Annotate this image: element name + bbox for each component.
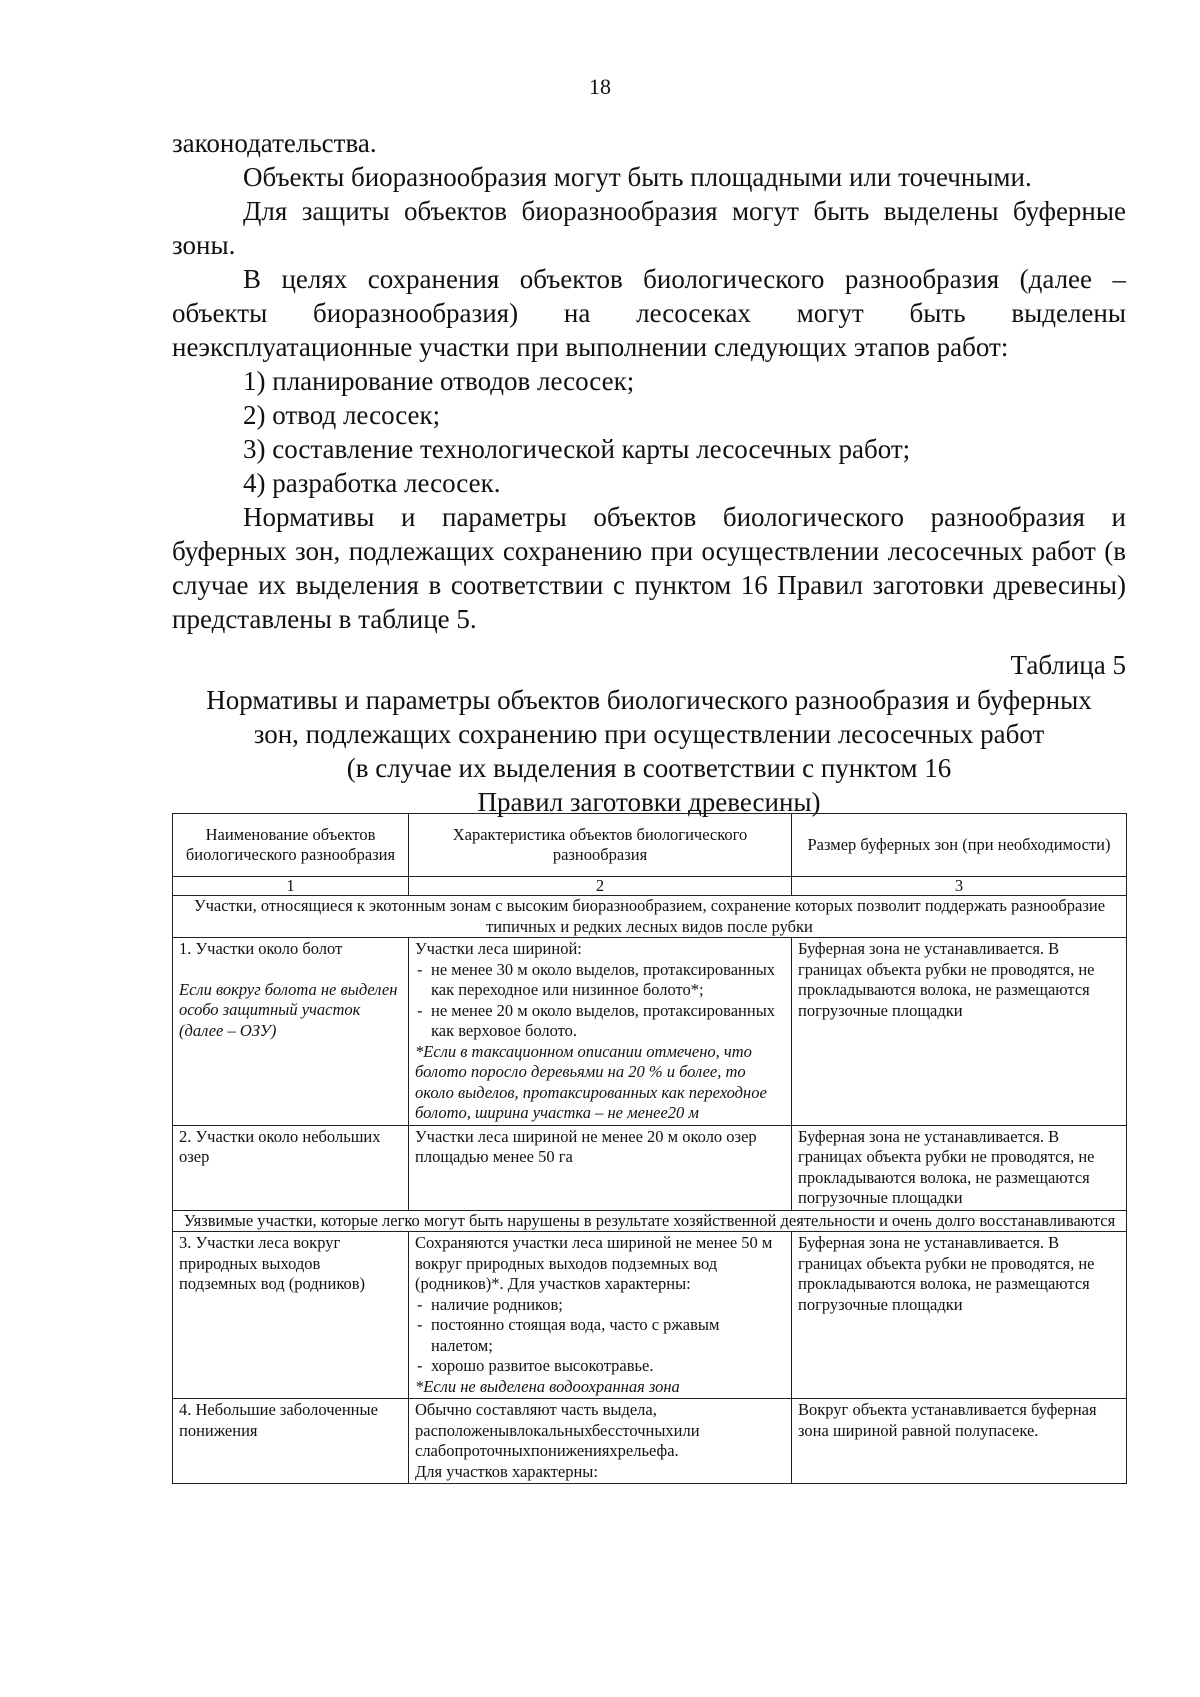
paragraph: законодательства. xyxy=(172,128,377,158)
buffer-cell: Буферная зона не устанавливается. В границах объекта рубки не проводятся, не прокладываются волока, не размещаются погрузочные площадки xyxy=(792,1232,1127,1399)
list-item: 4) разработка лесосек. xyxy=(243,468,501,498)
characteristic-note: *Если не выделена водоохранная зона xyxy=(415,1376,680,1396)
list-item: 3) составление технологической карты лесосечных работ; xyxy=(243,434,911,464)
table-row xyxy=(173,1399,1127,1484)
table-title-line: Нормативы и параметры объектов биологического разнообразия и буферных xyxy=(206,685,1092,715)
object-name-cell: 2. Участки около небольших озер xyxy=(173,1125,409,1210)
table-title xyxy=(172,683,1126,819)
header-cell: Наименование объектов биологического разнообразия xyxy=(173,814,409,877)
characteristic-intro: Сохраняются участки леса шириной не менее 50 м вокруг природных выходов подземных вод (родников)*. Для участков характерны: xyxy=(415,1233,773,1293)
characteristic-cell xyxy=(409,938,792,1126)
section-heading: Участки, относящиеся к экотонным зонам с высоким биоразнообразием, сохранение которых позволит поддержать разнообразие типичных и редких лесных видов после рубки xyxy=(173,896,1127,938)
characteristic-line: Для участков характерны: xyxy=(415,1461,598,1481)
characteristic-cell xyxy=(409,1399,792,1484)
column-number: 2 xyxy=(409,877,792,896)
characteristic-item: - хорошо развитое высокотравье. xyxy=(415,1356,785,1377)
section-heading: Уязвимые участки, которые легко могут быть нарушены в результате хозяйственной деятельности и очень долго восстанавливаются xyxy=(173,1210,1127,1232)
biodiversity-table xyxy=(172,813,1127,1484)
characteristic-line: Обычно составляют часть выдела, расположенывлокальныхбессточныхили слабопроточныхпониженияхрельефа. xyxy=(415,1400,700,1460)
paragraph: Объекты биоразнообразия могут быть площадными или точечными. xyxy=(243,162,1032,192)
characteristic-intro: Участки леса шириной: xyxy=(415,939,582,958)
characteristic-list xyxy=(415,960,785,1042)
column-number: 3 xyxy=(792,877,1127,896)
object-name-note: Если вокруг болота не выделен особо защитный участок (далее – ОЗУ) xyxy=(179,979,398,1040)
table-header-row xyxy=(173,814,1127,877)
header-cell: Характеристика объектов биологического разнообразия xyxy=(409,814,792,877)
paragraph: В целях сохранения объектов биологического разнообразия (далее – объекты биоразнообразия) на лесосеках могут быть выделены неэксплуатационные участки при выполнении следующих этапов работ: xyxy=(172,264,1126,362)
table-title-line: (в случае их выделения в соответствии с пунктом 16 xyxy=(346,753,952,783)
characteristic-cell xyxy=(409,1232,792,1399)
paragraph: Нормативы и параметры объектов биологического разнообразия и буферных зон, подлежащих сохранению при осуществлении лесосечных работ (в случае их выделения в соответствии с пунктом 16 Правил заготовки древесины) представлены в таблице 5. xyxy=(172,502,1126,634)
section-row xyxy=(173,1210,1127,1232)
page-number: 18 xyxy=(589,74,611,99)
list-item: 2) отвод лесосек; xyxy=(243,400,441,430)
buffer-cell: Вокруг объекта устанавливается буферная зона шириной равной полупасеке. xyxy=(792,1399,1127,1484)
characteristic-item: - наличие родников; xyxy=(415,1295,785,1316)
object-name: 1. Участки около болот xyxy=(179,939,343,958)
paragraph: Для защиты объектов биоразнообразия могут быть выделены буферные зоны. xyxy=(172,196,1126,260)
buffer-cell: Буферная зона не устанавливается. В границах объекта рубки не проводятся, не прокладываются волока, не размещаются погрузочные площадки xyxy=(792,1125,1127,1210)
characteristic-list xyxy=(415,1295,785,1377)
table-title-line: Правил заготовки древесины) xyxy=(477,787,821,817)
object-name-cell: 3. Участки леса вокруг природных выходов подземных вод (родников) xyxy=(173,1232,409,1399)
list-item: 1) планирование отводов лесосек; xyxy=(243,366,635,396)
characteristic-cell: Участки леса шириной не менее 20 м около озер площадью менее 50 га xyxy=(409,1125,792,1210)
object-name-cell: 4. Небольшие заболоченные понижения xyxy=(173,1399,409,1484)
characteristic-item: - постоянно стоящая вода, часто с ржавым налетом; xyxy=(415,1315,785,1356)
table-row xyxy=(173,938,1127,1126)
object-name-cell xyxy=(173,938,409,1126)
table-label: Таблица 5 xyxy=(1010,650,1126,680)
body-text xyxy=(172,126,1126,636)
header-cell: Размер буферных зон (при необходимости) xyxy=(792,814,1127,877)
table-row xyxy=(173,1232,1127,1399)
column-number: 1 xyxy=(173,877,409,896)
characteristic-item: - не менее 20 м около выделов, протаксированных как верховое болото. xyxy=(415,1001,785,1042)
characteristic-item: - не менее 30 м около выделов, протаксированных как переходное или низинное болото*; xyxy=(415,960,785,1001)
characteristic-note: *Если в таксационном описании отмечено, что болото поросло деревьями на 20 % и более, то около выделов, протаксированных как переходное болото, ширина участка – не менее20 м xyxy=(415,1041,767,1122)
table-row xyxy=(173,1125,1127,1210)
table-title-line: зон, подлежащих сохранению при осуществлении лесосечных работ xyxy=(253,719,1045,749)
section-row xyxy=(173,896,1127,938)
column-number-row xyxy=(173,877,1127,896)
buffer-cell: Буферная зона не устанавливается. В границах объекта рубки не проводятся, не прокладываются волока, не размещаются погрузочные площадки xyxy=(792,938,1127,1126)
